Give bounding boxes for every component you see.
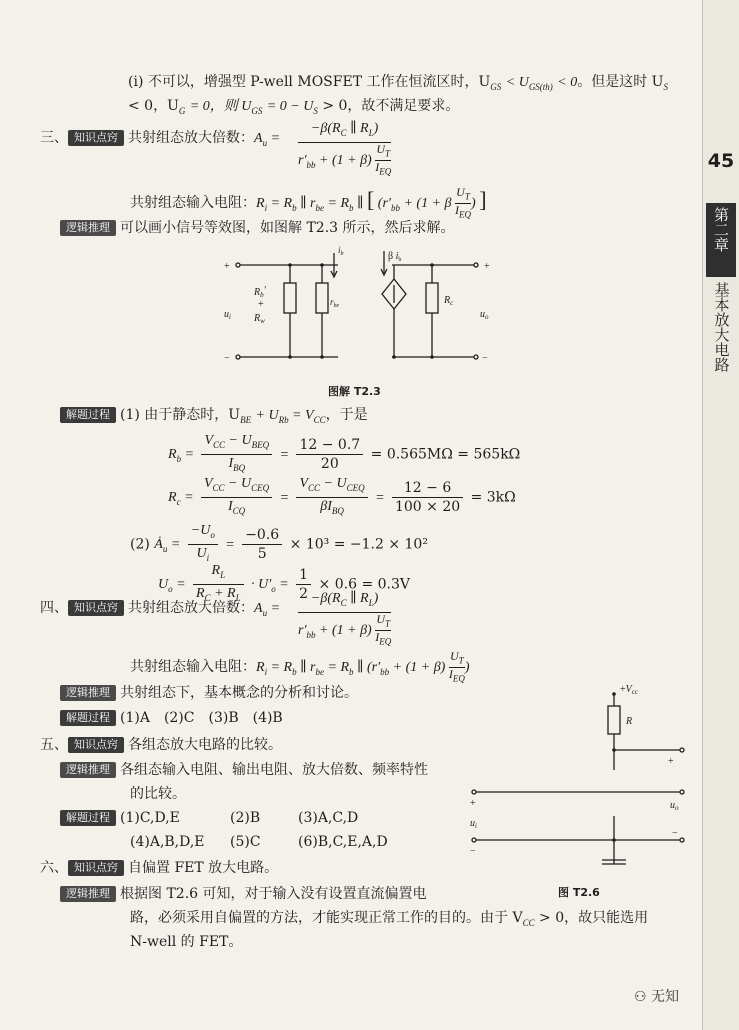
s5-answer-5: (5)C [230, 834, 261, 850]
logic-tag: 逻辑推理 [60, 886, 116, 902]
watermark-text: 无知 [651, 989, 680, 1005]
solution-tag: 解题过程 [60, 407, 116, 423]
rb-frac-2: $\frac{12 - 0.7}{20}$ [296, 436, 363, 473]
s3-sol-line-1: (1) 由于静态时，U [120, 407, 241, 423]
knowledge-tag: 知识点窍 [68, 600, 124, 616]
au-frac-2: $\frac{-0.6}{5}$ [242, 526, 282, 563]
s5-logic-line-1: 各组态输入电阻、输出电阻、放大倍数、频率特性 [120, 762, 428, 778]
s6-logic-2: 路，必须采用自偏置的方法，才能实现正常工作的目的。由于 $V_{CC} > 0$，故只能选用 [130, 910, 649, 928]
knowledge-tag: 知识点窍 [68, 130, 124, 146]
s4-solution [60, 708, 283, 728]
s4-input-r-lead: 共射组态输入电阻： [130, 659, 256, 676]
chapter-title-text: 基本放大电路 [712, 282, 731, 372]
svg-text:−: − [672, 828, 678, 839]
circuit-t2-6 [462, 680, 698, 870]
s6-logic-line-2-tail: > 0，故只能选用 [539, 910, 649, 926]
s5-answer-2: (2)B [230, 810, 261, 826]
top-line-2-text: < 0，U [128, 98, 179, 114]
solution-tag: 解题过程 [60, 710, 116, 726]
s3-au-formula: $-\beta(R_C$ ∥ $R_L$) $r'_{bb} + (1 + \beta)$ $U_T$ $I_{EQ}$ [298, 121, 392, 177]
watermark [634, 986, 679, 1006]
s3-solution-1: 解题过程 (1) 由于静态时，$U_{BE} + U_{Rb} = V_{CC}$，于是 [60, 405, 368, 430]
logic-tag: 逻辑推理 [60, 220, 116, 236]
s5-solution-row-2 [130, 832, 388, 852]
s5-lead: 各组态放大电路的比较。 [128, 737, 282, 753]
s5-answer-3: (3)A,C,D [298, 810, 359, 826]
svg-text:+: + [484, 261, 490, 272]
s4-input-r: 共射组态输入电阻：$R_i = R_b$ ∥ $r_{be} = R_b$ ∥ ($r'_{bb} + (1 + \beta)$ $U_T$ $I_{EQ}$ ) [130, 649, 470, 684]
s5-solution-row-1 [60, 808, 358, 828]
top-line-1-tail: 。但是这时 U [577, 74, 664, 90]
s6-logic-3: N-well 的 FET。 [130, 934, 243, 950]
chapter-label-text: 第二章 [712, 207, 730, 252]
svg-text:Rw: $R_w$ [254, 313, 265, 325]
svg-text:ui: $u_i$ [470, 818, 477, 830]
svg-text:+Vcc: $+V_{cc}$ [620, 684, 638, 696]
s6-logic-line-2-text: 路，必须采用自偏置的方法，才能实现正常工作的目的。由于 V [130, 910, 523, 926]
au-equation: (2) $Ȧ_u$ = $\frac{-U_o}{U_i}$ = $\frac{-0.6}{5}$ × 10³ = −1.2 × 10² [130, 522, 428, 567]
page-number: 45 [707, 150, 735, 172]
s6-prefix: 六、 [40, 860, 68, 876]
svg-text:ib: $i_b$ [338, 245, 344, 257]
au-prefix: (2) [130, 536, 150, 553]
figure-t2-6-caption: 图 T2.6 [558, 886, 600, 899]
svg-text:+: + [470, 798, 476, 809]
au-frac-1: $\frac{-U_o}{U_i}$ [188, 522, 218, 567]
logic-tag: 逻辑推理 [60, 762, 116, 778]
s3-logic-text: 可以画小信号等效图，如图解 T2.3 所示，然后求解。 [120, 220, 455, 236]
uo-frac-2: $\frac{1}{2}$ [296, 566, 311, 603]
au-result: = −1.2 × 10² [333, 536, 428, 553]
wechat-icon: ⚇ [634, 989, 647, 1005]
rc-frac-1: $\frac{V_{CC} - U_{CEQ}}{I_{CQ}}$ [201, 475, 272, 520]
s4-logic-text: 共射组态下，基本概念的分析和讨论。 [120, 685, 358, 701]
svg-text:rbe: $r_{be}$ [330, 297, 340, 309]
svg-text:+: + [258, 299, 264, 310]
uo-result: = 0.3V [361, 576, 411, 593]
s6-logic-line-1: 根据图 T2.6 可知，对于输入没有设置直流偏置电 [120, 886, 427, 902]
logic-tag: 逻辑推理 [60, 685, 116, 701]
rc-frac-2: $\frac{V_{CC} - U_{CEQ}}{\beta I_{BQ}}$ [296, 475, 367, 520]
s3-heading: 三、 知识点窍 共射组态放大倍数：$A_u$ = [40, 130, 281, 148]
top-line-1-text: (i) 不可以，增强型 P-well MOSFET 工作在恒流区时，U [128, 74, 491, 90]
s3-lead: 共射组态放大倍数： [128, 130, 254, 146]
s4-prefix: 四、 [40, 600, 68, 616]
s5-prefix: 五、 [40, 737, 68, 753]
svg-text:Rc: $R_c$ [444, 295, 454, 307]
s6-lead: 自偏置 FET 放大电路。 [128, 860, 279, 876]
solution-tag: 解题过程 [60, 810, 116, 826]
svg-text:−: − [224, 353, 230, 364]
svg-text:+: + [668, 756, 674, 767]
rb-equation: $R_b$ = $\frac{V_{CC} - U_{BEQ}}{I_{BQ}}$ = $\frac{12 - 0.7}{20}$ = 0.565MΩ = 565kΩ [168, 432, 520, 477]
svg-text:−: − [470, 846, 476, 857]
s6-logic-1 [60, 884, 427, 904]
s3-logic [60, 218, 455, 238]
s3-input-r: 共射组态输入电阻：$R_i = R_b$ ∥ $r_{be} = R_b$ ∥ [ ($r'_{bb} + (1 + \beta$ $U_T$ $I_{EQ}$ ) ] [130, 185, 487, 220]
chapter-title [710, 282, 732, 377]
knowledge-tag: 知识点窍 [68, 737, 124, 753]
top-line-1: (i) 不可以，增强型 P-well MOSFET 工作在恒流区时，$U_{GS} < U_{GS(th)} < 0$。但是这时 $U_S$ [128, 74, 668, 92]
svg-text:R: R [626, 716, 633, 727]
s4-au-formula: $-\beta(R_C$ ∥ $R_L$) $r'_{bb} + (1 + \beta)$ $U_T$ $I_{EQ}$ [298, 591, 392, 647]
svg-text:uo: $u_o$ [480, 309, 489, 321]
svg-text:+: + [224, 261, 230, 272]
s3-input-r-lead: 共射组态输入电阻： [130, 195, 256, 212]
uo-frac-1: $\frac{R_L}{R_C + R_L}$ [193, 562, 244, 607]
s5-answer-4: (4)A,B,D,E [130, 834, 205, 850]
s4-answers: (1)A (2)C (3)B (4)B [120, 710, 283, 726]
s5-answer-1: (1)C,D,E [120, 810, 180, 826]
rc-result: = 3kΩ [470, 489, 516, 506]
svg-text:Rb′: $R_b'$ [254, 285, 266, 299]
s3-prefix: 三、 [40, 130, 68, 146]
s5-logic-2: 的比较。 [130, 786, 186, 802]
rb-frac-1: $\frac{V_{CC} - U_{BEQ}}{I_{BQ}}$ [201, 432, 272, 477]
svg-text:−: − [482, 353, 488, 364]
top-line-2: < 0，$U_G = 0$，则 $U_{GS} = 0 - U_S > 0$，故不满足要求。 [128, 98, 460, 116]
chapter-label [706, 203, 736, 277]
svg-text:ui: $u_i$ [224, 309, 231, 321]
s4-lead: 共射组态放大倍数： [128, 600, 254, 616]
s4-heading: 四、 知识点窍 共射组态放大倍数：$A_u$ = [40, 600, 281, 618]
uo-equation: $U_o$ = $\frac{R_L}{R_C + R_L}$ · $U'_o$ = $\frac{1}{2}$ × 0.6 = 0.3V [158, 562, 410, 607]
s6-heading [40, 858, 278, 878]
s5-heading [40, 735, 282, 755]
figure-t2-3-caption: 图解 T2.3 [328, 385, 381, 398]
rc-frac-3: $\frac{12 - 6}{100 \times 20}$ [392, 479, 463, 516]
s4-logic [60, 683, 358, 703]
svg-text:β ib: β $i_b$ [388, 251, 402, 263]
svg-text:uo: $u_o$ [670, 800, 679, 812]
rb-result: = 0.565MΩ = 565kΩ [370, 446, 521, 463]
s5-logic-1 [60, 760, 428, 780]
circuit-t2-3 [218, 245, 508, 375]
rc-equation: $R_c$ = $\frac{V_{CC} - U_{CEQ}}{I_{CQ}}$ = $\frac{V_{CC} - U_{CEQ}}{\beta I_{BQ}}$ = $\frac{12 - 6}{100 \times 20}$ = 3kΩ [168, 475, 516, 520]
top-line-2-tail: > 0，故不满足要求。 [322, 98, 460, 114]
knowledge-tag: 知识点窍 [68, 860, 124, 876]
s5-answer-6: (6)B,C,E,A,D [298, 834, 388, 850]
s3-sol-line-1-tail: ，于是 [325, 407, 368, 423]
